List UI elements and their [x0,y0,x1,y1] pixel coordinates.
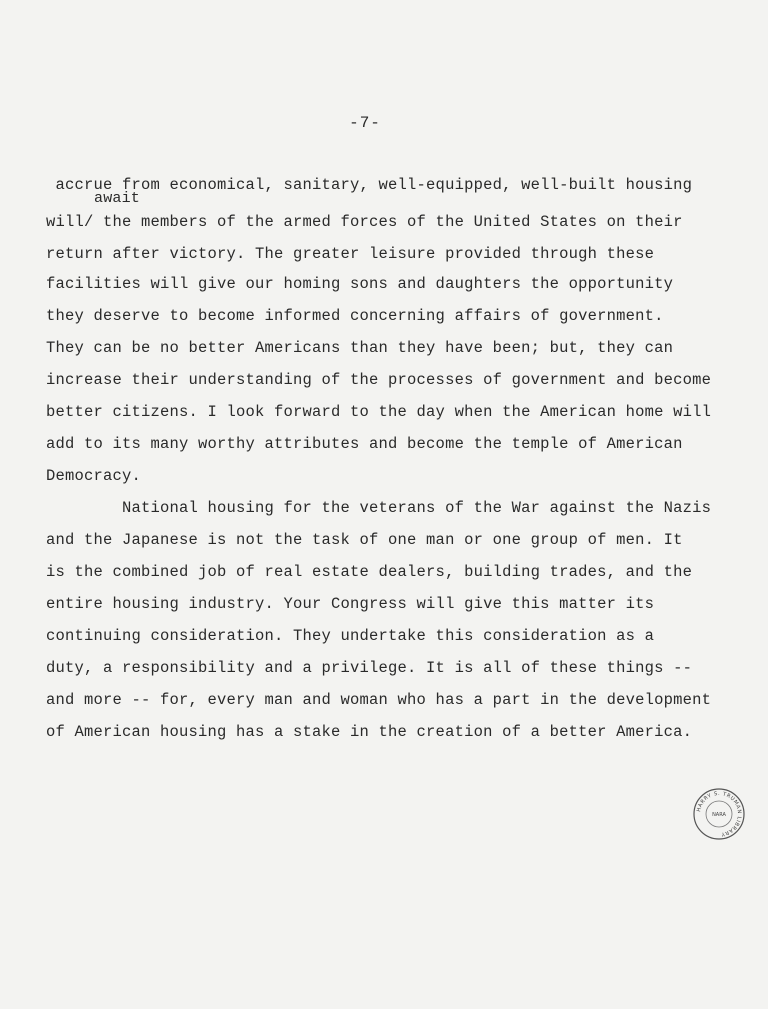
text-line: and more -- for, every man and woman who has a part in the development [46,691,712,709]
text-line: National housing for the veterans of the War against the Nazis [46,499,712,517]
text-line: add to its many worthy attributes and become the temple of American [46,435,683,453]
handwritten-insertion: await [94,190,141,207]
text-line: will/ the members of the armed forces of the United States on their [46,213,683,231]
text-line: they deserve to become informed concerning affairs of government. [46,307,664,325]
text-line: continuing consideration. They undertake this consideration as a [46,627,655,645]
text-line: of American housing has a stake in the creation of a better America. [46,723,693,741]
text-line: Democracy. [46,467,142,485]
text-line: facilities will give our homing sons and daughters the opportunity [46,275,674,293]
stamp-center-text: NARA [712,812,726,818]
text-line: better citizens. I look forward to the day when the American home will [46,403,712,421]
text-line: entire housing industry. Your Congress will give this matter its [46,595,655,613]
text-line: return after victory. The greater leisure provided through these [46,245,655,263]
archive-stamp [692,787,746,841]
text-line: and the Japanese is not the task of one man or one group of men. It [46,531,683,549]
text-line: increase their understanding of the processes of government and become [46,371,712,389]
stamp-ring-text: HARRY S. TRUMAN LIBRARY [696,790,743,837]
text-line: They can be no better Americans than they have been; but, they can [46,339,674,357]
page-number: -7- [349,114,381,132]
text-line: is the combined job of real estate dealers, building trades, and the [46,563,693,581]
text-line: accrue from economical, sanitary, well-equipped, well-built housing [46,176,693,194]
text-line: duty, a responsibility and a privilege. It is all of these things -- [46,659,693,677]
